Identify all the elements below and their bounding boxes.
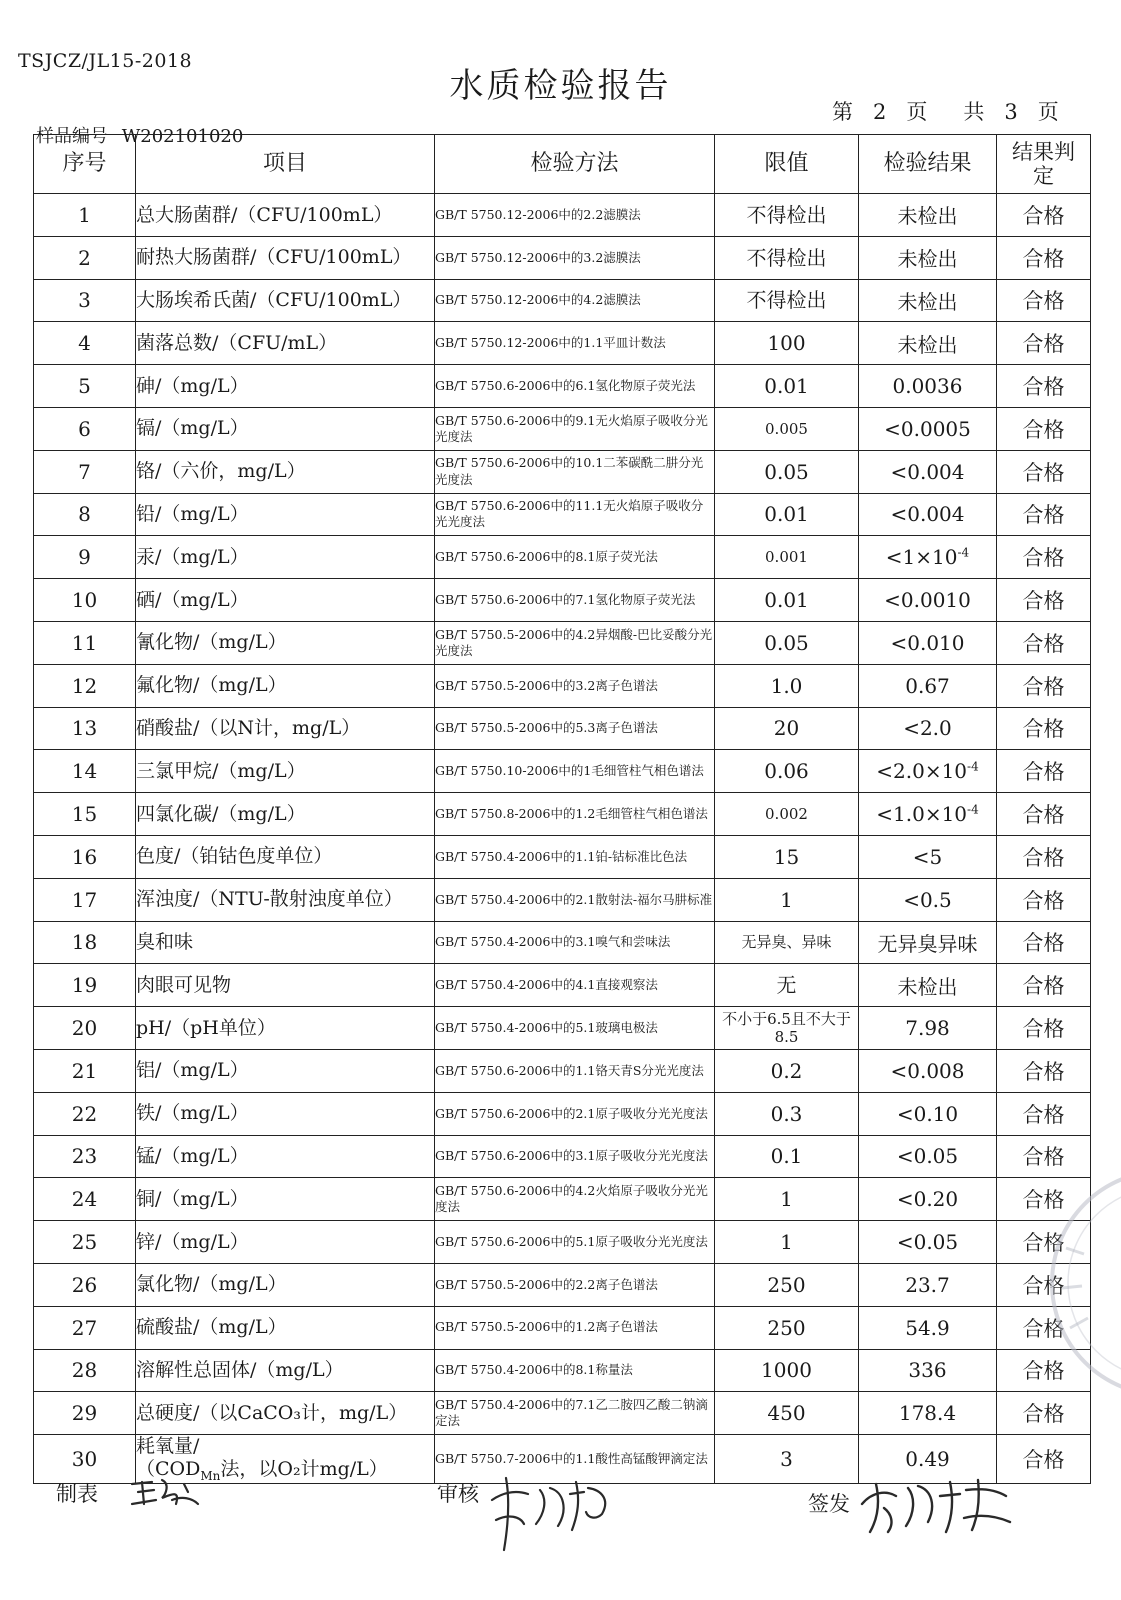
sample-number-value: W202101020 (121, 126, 244, 147)
row-method: GB/T 5750.12-2006中的2.2滤膜法 (435, 194, 715, 237)
table-row (34, 579, 1091, 622)
table-row (34, 322, 1091, 365)
row-item: 硫酸盐/（mg/L） (136, 1306, 435, 1349)
row-number: 20 (34, 1007, 136, 1050)
row-limit: 0.001 (715, 536, 859, 579)
row-method: GB/T 5750.5-2006中的5.3离子色谱法 (435, 707, 715, 750)
table-row (34, 793, 1091, 836)
row-method: GB/T 5750.4-2006中的7.1乙二胺四乙酸二钠滴定法 (435, 1392, 715, 1435)
row-item: 色度/（铂钴色度单位） (136, 835, 435, 878)
row-method: GB/T 5750.6-2006中的7.1氢化物原子荧光法 (435, 579, 715, 622)
table-row (34, 707, 1091, 750)
row-item: 硒/（mg/L） (136, 579, 435, 622)
row-limit: 不小于6.5且不大于8.5 (715, 1007, 859, 1050)
row-item: 硝酸盐/（以N计，mg/L） (136, 707, 435, 750)
row-number: 25 (34, 1221, 136, 1264)
row-limit: 0.05 (715, 450, 859, 493)
row-result: 7.98 (859, 1007, 997, 1050)
row-verdict: 合格 (997, 1349, 1091, 1392)
row-limit: 0.2 (715, 1049, 859, 1092)
row-method: GB/T 5750.5-2006中的1.2离子色谱法 (435, 1306, 715, 1349)
header-result: 检验结果 (859, 135, 997, 194)
row-verdict: 合格 (997, 1392, 1091, 1435)
row-number: 22 (34, 1092, 136, 1135)
row-verdict: 合格 (997, 835, 1091, 878)
row-limit: 0.01 (715, 493, 859, 536)
reviewed-label: 审核 (437, 1482, 479, 1506)
row-verdict: 合格 (997, 365, 1091, 408)
row-limit: 0.01 (715, 365, 859, 408)
report-title: 水质检验报告 (449, 66, 672, 106)
row-item: 氯化物/（mg/L） (136, 1263, 435, 1306)
row-verdict: 合格 (997, 236, 1091, 279)
table-row (34, 194, 1091, 237)
row-verdict: 合格 (997, 750, 1091, 793)
table-row (34, 964, 1091, 1007)
row-method: GB/T 5750.4-2006中的5.1玻璃电极法 (435, 1007, 715, 1050)
table-row (34, 1049, 1091, 1092)
row-limit: 0.002 (715, 793, 859, 836)
table-row (34, 1007, 1091, 1050)
row-number: 14 (34, 750, 136, 793)
approved-label: 签发 (808, 1492, 850, 1516)
row-verdict: 合格 (997, 407, 1091, 450)
approved-signature (856, 1474, 1016, 1540)
row-method: GB/T 5750.5-2006中的4.2异烟酸-巴比妥酸分光光度法 (435, 621, 715, 664)
row-limit: 450 (715, 1392, 859, 1435)
page-indicator: 第 2 页 共 3 页 (832, 100, 1059, 124)
row-number: 1 (34, 194, 136, 237)
row-verdict: 合格 (997, 1435, 1091, 1484)
row-method: GB/T 5750.12-2006中的4.2滤膜法 (435, 279, 715, 322)
row-result: 未检出 (859, 322, 997, 365)
row-result: 0.49 (859, 1435, 997, 1484)
header-limit: 限值 (715, 135, 859, 194)
row-item: 铬/（六价，mg/L） (136, 450, 435, 493)
row-result: 未检出 (859, 194, 997, 237)
row-limit: 不得检出 (715, 236, 859, 279)
row-item: 大肠埃希氏菌/（CFU/100mL） (136, 279, 435, 322)
reviewed-signature (484, 1470, 624, 1556)
row-number: 10 (34, 579, 136, 622)
row-method: GB/T 5750.6-2006中的5.1原子吸收分光光度法 (435, 1221, 715, 1264)
row-verdict: 合格 (997, 493, 1091, 536)
table-row (34, 621, 1091, 664)
row-verdict: 合格 (997, 1135, 1091, 1178)
row-verdict: 合格 (997, 536, 1091, 579)
row-item: 铁/（mg/L） (136, 1092, 435, 1135)
row-number: 30 (34, 1435, 136, 1484)
row-method: GB/T 5750.6-2006中的10.1二苯碳酰二肼分光光度法 (435, 450, 715, 493)
row-item: 臭和味 (136, 921, 435, 964)
row-verdict: 合格 (997, 579, 1091, 622)
sample-number-label: 样品编号 (36, 126, 108, 147)
row-method: GB/T 5750.6-2006中的2.1原子吸收分光光度法 (435, 1092, 715, 1135)
row-number: 18 (34, 921, 136, 964)
row-verdict: 合格 (997, 1092, 1091, 1135)
row-method: GB/T 5750.4-2006中的2.1散射法-福尔马肼标准 (435, 878, 715, 921)
row-limit: 0.06 (715, 750, 859, 793)
row-limit: 3 (715, 1435, 859, 1484)
row-item: pH/（pH单位） (136, 1007, 435, 1050)
row-method: GB/T 5750.6-2006中的3.1原子吸收分光光度法 (435, 1135, 715, 1178)
row-result: 未检出 (859, 964, 997, 1007)
row-item: 铜/（mg/L） (136, 1178, 435, 1221)
row-limit: 0.05 (715, 621, 859, 664)
row-result: $<1.0\times 10^{-4}$ (859, 793, 997, 836)
row-limit: 无异臭、异味 (715, 921, 859, 964)
table-row (34, 407, 1091, 450)
row-limit: 1 (715, 1221, 859, 1264)
row-number: 4 (34, 322, 136, 365)
row-result: <0.010 (859, 621, 997, 664)
row-method: GB/T 5750.6-2006中的6.1氢化物原子荧光法 (435, 365, 715, 408)
row-result: <0.008 (859, 1049, 997, 1092)
table-row (34, 365, 1091, 408)
row-item: 溶解性总固体/（mg/L） (136, 1349, 435, 1392)
row-number: 27 (34, 1306, 136, 1349)
table-row (34, 835, 1091, 878)
row-result: $<1\times 10^{-4}$ (859, 536, 997, 579)
row-number: 23 (34, 1135, 136, 1178)
row-verdict: 合格 (997, 664, 1091, 707)
table-row (34, 1263, 1091, 1306)
row-number: 19 (34, 964, 136, 1007)
table-row (34, 279, 1091, 322)
row-limit: 20 (715, 707, 859, 750)
row-verdict: 合格 (997, 1221, 1091, 1264)
row-method: GB/T 5750.4-2006中的4.1直接观察法 (435, 964, 715, 1007)
row-limit: 0.01 (715, 579, 859, 622)
row-result: 无异臭异味 (859, 921, 997, 964)
row-result: <0.0005 (859, 407, 997, 450)
results-table (33, 134, 1091, 1484)
row-item: 氰化物/（mg/L） (136, 621, 435, 664)
row-item: 浑浊度/（NTU-散射浊度单位） (136, 878, 435, 921)
row-result: <0.5 (859, 878, 997, 921)
row-verdict: 合格 (997, 1263, 1091, 1306)
row-item: 汞/（mg/L） (136, 536, 435, 579)
row-method: GB/T 5750.6-2006中的8.1原子荧光法 (435, 536, 715, 579)
row-result: <5 (859, 835, 997, 878)
row-result: <0.05 (859, 1221, 997, 1264)
row-number: 7 (34, 450, 136, 493)
row-number: 8 (34, 493, 136, 536)
row-verdict: 合格 (997, 964, 1091, 1007)
row-method: GB/T 5750.10-2006中的1毛细管柱气相色谱法 (435, 750, 715, 793)
row-number: 3 (34, 279, 136, 322)
table-header-row (34, 135, 1091, 194)
row-number: 26 (34, 1263, 136, 1306)
row-limit: 无 (715, 964, 859, 1007)
row-result: <0.10 (859, 1092, 997, 1135)
row-result: 178.4 (859, 1392, 997, 1435)
row-verdict: 合格 (997, 1049, 1091, 1092)
row-result: <2.0 (859, 707, 997, 750)
row-method: GB/T 5750.12-2006中的3.2滤膜法 (435, 236, 715, 279)
table-row (34, 750, 1091, 793)
row-result: 未检出 (859, 279, 997, 322)
table-row (34, 236, 1091, 279)
row-method: GB/T 5750.6-2006中的9.1无火焰原子吸收分光光度法 (435, 407, 715, 450)
row-verdict: 合格 (997, 621, 1091, 664)
header-method: 检验方法 (435, 135, 715, 194)
row-method: GB/T 5750.4-2006中的8.1称量法 (435, 1349, 715, 1392)
row-number: 16 (34, 835, 136, 878)
row-verdict: 合格 (997, 921, 1091, 964)
prepared-signature (126, 1470, 206, 1514)
row-item: 锌/（mg/L） (136, 1221, 435, 1264)
row-number: 11 (34, 621, 136, 664)
row-verdict: 合格 (997, 878, 1091, 921)
row-method: GB/T 5750.8-2006中的1.2毛细管柱气相色谱法 (435, 793, 715, 836)
row-limit: 1 (715, 878, 859, 921)
header-verdict: 结果判定 (997, 135, 1091, 194)
row-method: GB/T 5750.4-2006中的1.1铂-钴标准比色法 (435, 835, 715, 878)
row-result: 23.7 (859, 1263, 997, 1306)
row-limit: 1.0 (715, 664, 859, 707)
row-verdict: 合格 (997, 194, 1091, 237)
row-number: 9 (34, 536, 136, 579)
row-item: 砷/（mg/L） (136, 365, 435, 408)
row-result: <0.004 (859, 450, 997, 493)
row-number: 5 (34, 365, 136, 408)
row-result: 336 (859, 1349, 997, 1392)
table-row (34, 450, 1091, 493)
row-item: 耐热大肠菌群/（CFU/100mL） (136, 236, 435, 279)
row-item: 总硬度/（以CaCO₃计，mg/L） (136, 1392, 435, 1435)
row-method: GB/T 5750.6-2006中的11.1无火焰原子吸收分光光度法 (435, 493, 715, 536)
table-row (34, 536, 1091, 579)
row-item: 氟化物/（mg/L） (136, 664, 435, 707)
row-item: 镉/（mg/L） (136, 407, 435, 450)
row-number: 24 (34, 1178, 136, 1221)
row-result: <0.0010 (859, 579, 997, 622)
row-result: 0.67 (859, 664, 997, 707)
header-no: 序号 (34, 135, 136, 194)
row-limit: 0.1 (715, 1135, 859, 1178)
row-result: <0.20 (859, 1178, 997, 1221)
row-item-line1: 耗氧量/ (136, 1435, 200, 1458)
table-row (34, 664, 1091, 707)
row-method: GB/T 5750.7-2006中的1.1酸性高锰酸钾滴定法 (435, 1435, 715, 1484)
row-item: 锰/（mg/L） (136, 1135, 435, 1178)
row-method: GB/T 5750.6-2006中的1.1铬天青S分光光度法 (435, 1049, 715, 1092)
row-number: 28 (34, 1349, 136, 1392)
row-limit: 250 (715, 1306, 859, 1349)
table-row (34, 921, 1091, 964)
row-item: 铅/（mg/L） (136, 493, 435, 536)
row-item: 四氯化碳/（mg/L） (136, 793, 435, 836)
table-row (34, 493, 1091, 536)
row-verdict: 合格 (997, 707, 1091, 750)
row-verdict: 合格 (997, 793, 1091, 836)
row-verdict: 合格 (997, 1306, 1091, 1349)
row-method: GB/T 5750.5-2006中的3.2离子色谱法 (435, 664, 715, 707)
row-result: 未检出 (859, 236, 997, 279)
table-row (34, 1178, 1091, 1221)
official-stamp-partial (1036, 1168, 1121, 1398)
table-row (34, 1221, 1091, 1264)
row-number: 17 (34, 878, 136, 921)
row-method: GB/T 5750.12-2006中的1.1平皿计数法 (435, 322, 715, 365)
row-result: <0.004 (859, 493, 997, 536)
row-method: GB/T 5750.5-2006中的2.2离子色谱法 (435, 1263, 715, 1306)
row-number: 12 (34, 664, 136, 707)
row-item: 三氯甲烷/（mg/L） (136, 750, 435, 793)
row-limit: 1000 (715, 1349, 859, 1392)
row-limit: 1 (715, 1178, 859, 1221)
row-item: 总大肠菌群/（CFU/100mL） (136, 194, 435, 237)
row-limit: 0.3 (715, 1092, 859, 1135)
row-verdict: 合格 (997, 1007, 1091, 1050)
document-code: TSJCZ/JL15-2018 (18, 50, 193, 72)
table-row (34, 1135, 1091, 1178)
row-number: 21 (34, 1049, 136, 1092)
table-row (34, 1392, 1091, 1435)
row-item: 铝/（mg/L） (136, 1049, 435, 1092)
row-limit: 15 (715, 835, 859, 878)
prepared-label: 制表 (56, 1482, 98, 1506)
row-limit: 0.005 (715, 407, 859, 450)
row-number: 13 (34, 707, 136, 750)
row-limit: 不得检出 (715, 279, 859, 322)
row-result: 54.9 (859, 1306, 997, 1349)
row-number: 6 (34, 407, 136, 450)
row-method: GB/T 5750.6-2006中的4.2火焰原子吸收分光光度法 (435, 1178, 715, 1221)
row-number: 29 (34, 1392, 136, 1435)
row-verdict: 合格 (997, 450, 1091, 493)
row-number: 2 (34, 236, 136, 279)
row-limit: 100 (715, 322, 859, 365)
row-item-line2: （$COD_{Mn}$法，以O₂计mg/L） (136, 1457, 388, 1483)
row-result: 0.0036 (859, 365, 997, 408)
row-result: $<2.0\times 10^{-4}$ (859, 750, 997, 793)
row-result: <0.05 (859, 1135, 997, 1178)
table-row (34, 878, 1091, 921)
row-number: 15 (34, 793, 136, 836)
row-method: GB/T 5750.4-2006中的3.1嗅气和尝味法 (435, 921, 715, 964)
table-row (34, 1349, 1091, 1392)
row-item: 肉眼可见物 (136, 964, 435, 1007)
row-verdict: 合格 (997, 279, 1091, 322)
table-row (34, 1306, 1091, 1349)
header-item: 项目 (136, 135, 435, 194)
row-verdict: 合格 (997, 1178, 1091, 1221)
row-limit: 不得检出 (715, 194, 859, 237)
table-row (34, 1092, 1091, 1135)
row-limit: 250 (715, 1263, 859, 1306)
row-item: 菌落总数/（CFU/mL） (136, 322, 435, 365)
row-verdict: 合格 (997, 322, 1091, 365)
